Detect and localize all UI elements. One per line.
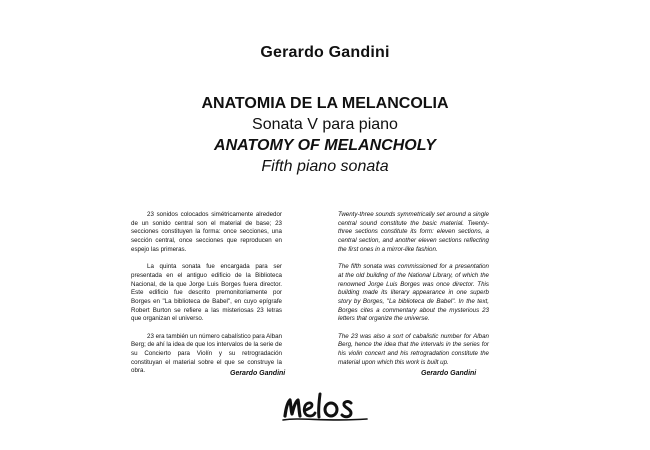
english-paragraph: The fifth sonata was commissioned for a presentation at the old building of the National Library, of which the renowned Jorge Luis Borges was once director. This building made its literary appearance in one superb story by Borges, "La biblioteca de Babel". In the text, Borges cites a commentary about the mysterious 23 letters that organize the universe. xyxy=(338,263,489,323)
spanish-title: ANATOMIA DE LA MELANCOLIA xyxy=(201,95,449,112)
spanish-paragraph: 23 era también un número cabalístico para Alban Berg; de ahí la idea de que los intervalos de la serie de su Concierto para Violín y su retrogradación constituyan el material sobre el que se construye la obra. xyxy=(131,332,283,375)
composer-name: Gerardo Gandini xyxy=(260,44,390,61)
spanish-text-column xyxy=(131,211,282,385)
melos-logo xyxy=(281,390,371,424)
english-subtitle: Fifth piano sonata xyxy=(261,158,389,175)
english-title: ANATOMY OF MELANCHOLY xyxy=(214,137,436,154)
spanish-paragraph: 23 sonidos colocados simétricamente alrededor de un sonido central son el material de base; 23 secciones constituyen la forma: once secciones, una sección central, once secciones que reproducen en espejo las primeras. xyxy=(131,211,282,253)
spanish-signature: Gerardo Gandini xyxy=(230,370,286,377)
english-text-column xyxy=(338,211,489,376)
english-paragraph: The 23 was also a sort of cabalistic number for Alban Berg, hence the idea that the intervals in the series for his violin concert and his retrogradation constitute the material upon which this work is built up. xyxy=(338,332,489,366)
english-paragraph: Twenty-three sounds symmetrically set around a single central sound constitute the basic material. Twenty-three sections constitute its form: eleven sections, a central section, and another eleven sections reflecting the first ones in a mirror-like fashion. xyxy=(338,211,489,253)
english-signature: Gerardo Gandini xyxy=(421,370,477,377)
spanish-paragraph: La quinta sonata fue encargada para ser presentada en el antiguo edificio de la Biblioteca Nacional, de la que Jorge Luis Borges fuera director. Este edificio fue descrito premonitoriamente por Borges en "La biblioteca de Babel", en cuyo epígrafe Robert Burton se refiere a las misteriosas 23 letras que organizan el universo. xyxy=(131,263,282,323)
title-block xyxy=(0,94,650,177)
spanish-subtitle: Sonata V para piano xyxy=(252,116,398,133)
